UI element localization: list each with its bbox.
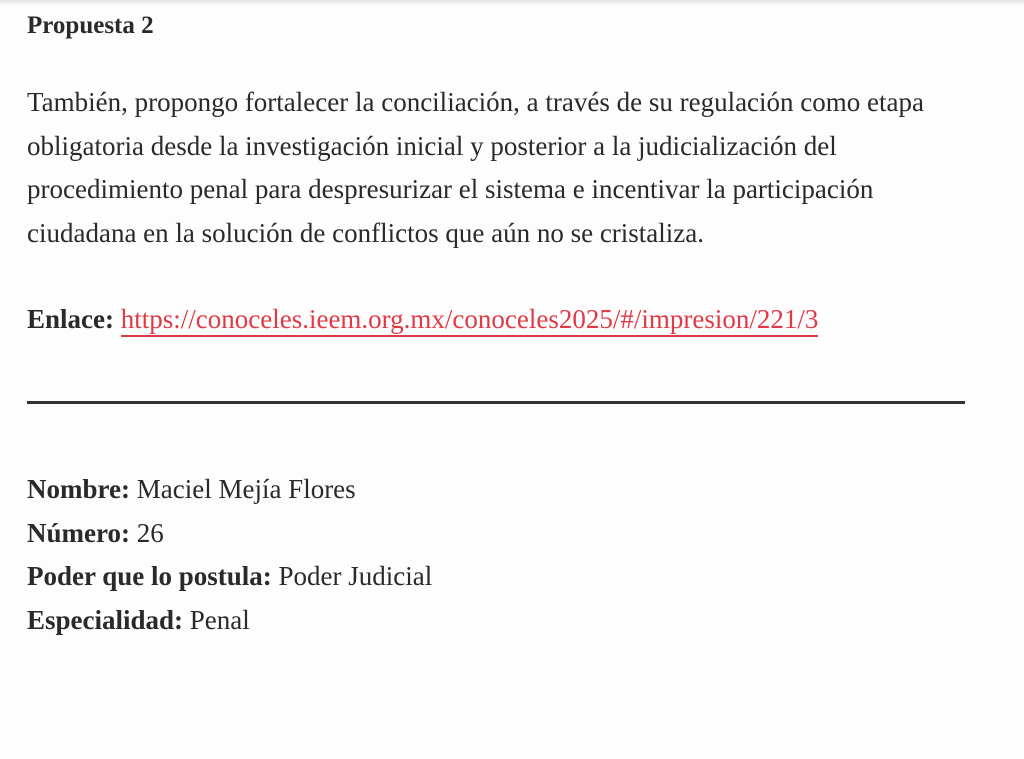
number-label: Número: <box>27 517 130 548</box>
power-value: Poder Judicial <box>278 561 433 591</box>
candidate-number-row <box>27 512 432 556</box>
link-label: Enlace: <box>27 304 114 334</box>
top-shadow <box>0 0 1024 6</box>
power-label: Poder que lo postula: <box>27 561 272 591</box>
specialty-value: Penal <box>189 604 250 635</box>
divider <box>27 401 965 404</box>
specialty-label: Especialidad: <box>27 604 184 635</box>
proposal-heading: Propuesta 2 <box>27 12 154 39</box>
candidate-name-row <box>27 468 432 512</box>
name-value: Maciel Mejía Flores <box>136 474 356 504</box>
name-label: Nombre: <box>27 474 130 504</box>
proposal-text: También, propongo fortalecer la conciliación, a través de su regulación como etapa obligatoria desde la investigación inicial y posterior a la judicialización del procedimiento penal para despresurizar el sistema e incentivar la participación ciudadana en la solución de conflictos que aún no se cristaliza. <box>27 87 924 248</box>
number-value: 26 <box>136 517 164 548</box>
candidate-specialty-row <box>27 599 432 643</box>
candidate-info <box>27 468 432 642</box>
proposal-link[interactable]: https://conoceles.ieem.org.mx/conoceles2025/#/impresion/221/3 <box>121 304 819 337</box>
link-line <box>27 298 818 342</box>
candidate-power-row <box>27 555 432 599</box>
